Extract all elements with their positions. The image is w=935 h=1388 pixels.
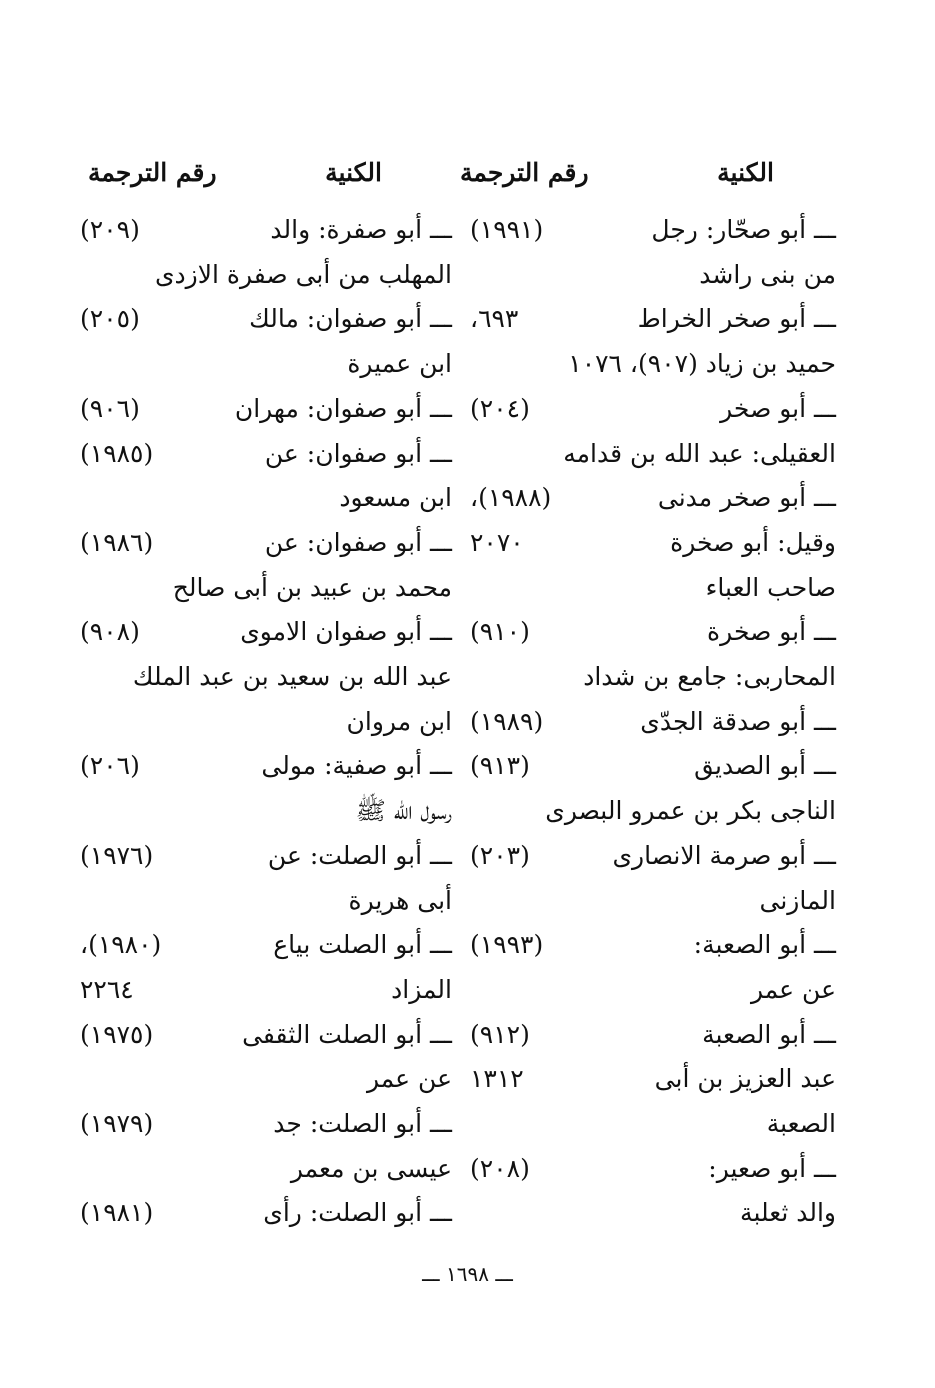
entry-line [80, 1102, 452, 1146]
kunya-text: والد ثعلبة [740, 1198, 836, 1228]
kunya-text: ـــ أبو صخرة [707, 617, 836, 647]
entry-line [470, 1102, 836, 1146]
kunya-text: ابن مسعود [339, 483, 452, 513]
tarjama-number: (١٩٩٣) [470, 930, 544, 960]
kunya-text: عبد الله بن سعيد بن عبد الملك [132, 662, 452, 691]
kunya-text: حميد بن زياد (٩٠٧)، ١٠٧٦ [568, 349, 836, 379]
kunya-text: محمد بن عبيد بن أبى صالح [172, 572, 452, 602]
entry-line [470, 1191, 836, 1235]
kunya-text: ـــ أبو صفوان: مالك [249, 304, 452, 334]
entry-line [80, 476, 452, 520]
entry-line [470, 1013, 836, 1057]
header-tarjama-number: رقم الترجمة [88, 158, 217, 187]
kunya-text: ـــ أبو الصلت بياع [273, 930, 452, 960]
entry-line [470, 789, 836, 833]
kunya-text: ـــ أبو صفوان: عن [264, 527, 452, 557]
entry-line [470, 655, 836, 699]
tarjama-number: (١٩٨١) [80, 1198, 154, 1228]
tarjama-number: (٩١٣) [470, 751, 530, 781]
entry-line [470, 1147, 836, 1191]
tarjama-number: (١٩٩١) [470, 215, 544, 244]
kunya-text: العقيلى: عبد الله بن قدامه [563, 438, 836, 468]
kunya-text: ـــ أبو الصلت: عن [267, 840, 452, 870]
tarjama-number: (١٩٨٠)، [80, 930, 162, 960]
kunya-text: من بنى راشد [699, 259, 836, 289]
entry-line [80, 700, 452, 744]
entry-line [80, 1013, 452, 1057]
kunya-text: عن عمر [750, 974, 836, 1004]
kunya-text: صاحب العباء [705, 572, 836, 602]
entry-line [80, 1057, 452, 1101]
tarjama-number: (٢٠٤) [470, 393, 530, 423]
entry-line [470, 253, 836, 297]
entry-line [80, 253, 452, 297]
page-number: ـــ ١٦٩٨ ـــ [422, 1262, 513, 1286]
entry-line [80, 208, 452, 252]
kunya-text: عبد العزيز بن أبى [654, 1064, 836, 1094]
entry-line [80, 297, 452, 341]
kunya-text: ـــ أبو صخر الخراط [637, 304, 836, 334]
kunya-text: أبى هريرة [348, 885, 452, 915]
entry-line [80, 387, 452, 431]
kunya-text: ـــ أبو صفوان الاموى [240, 617, 452, 647]
entry-line [80, 879, 452, 923]
kunya-text: ابن عميرة [347, 349, 452, 379]
entry-line [470, 1057, 836, 1101]
kunya-text: ـــ أبو الصعبة [702, 1019, 836, 1049]
entry-line [470, 968, 836, 1012]
tarjama-number: (١٩٧٥) [80, 1019, 154, 1049]
header-tarjama-number: رقم الترجمة [460, 158, 589, 187]
tarjama-number: (١٩٨٨)، [470, 483, 552, 513]
entry-line [80, 655, 452, 699]
entry-line [80, 744, 452, 788]
tarjama-number: (٩٠٦) [80, 393, 140, 423]
entry-line [80, 521, 452, 565]
kunya-text: الصعبة [766, 1109, 836, 1138]
tarjama-number: ٦٩٣، [470, 304, 519, 334]
tarjama-number: ٢٠٧٠ [470, 527, 524, 557]
header-kunya: الكنية [325, 158, 382, 187]
entry-line [470, 208, 836, 252]
entry-line [80, 789, 452, 833]
kunya-text: عيسى بن معمر [290, 1153, 452, 1183]
kunya-text: عن عمر [366, 1064, 452, 1094]
tarjama-number: (٢٠٩) [80, 215, 140, 244]
header-kunya: الكنية [717, 158, 774, 187]
kunya-text: الناجى بكر بن عمرو البصرى [545, 796, 836, 826]
kunya-text: رسول الله ﷺ [355, 796, 452, 826]
kunya-text: المحاربى: جامع بن شداد [583, 662, 836, 691]
entry-line [470, 521, 836, 565]
entry-line [470, 342, 836, 386]
kunya-text: ـــ أبو الصلت الثقفى [242, 1019, 452, 1049]
tarjama-number: (١٩٧٩) [80, 1109, 154, 1138]
tarjama-number: (١٩٧٦) [80, 840, 154, 870]
kunya-text: ـــ أبو الصلت: رأى [263, 1198, 452, 1228]
entry-line [80, 1191, 452, 1235]
tarjama-number: (١٩٨٦) [80, 527, 154, 557]
tarjama-number: (٢٠٣) [470, 840, 530, 870]
tarjama-number: ٢٢٦٤ [80, 974, 134, 1004]
kunya-text: ـــ أبو صفوان: مهران [234, 393, 452, 423]
tarjama-number: (١٩٨٥) [80, 438, 154, 468]
kunya-text: ـــ أبو الصديق [694, 751, 836, 781]
tarjama-number: (٢٠٦) [80, 751, 140, 781]
tarjama-number: (٩١٠) [470, 617, 530, 647]
entry-line [470, 744, 836, 788]
tarjama-number: (٢٠٨) [470, 1153, 530, 1183]
tarjama-number: (٩١٢) [470, 1019, 530, 1049]
entry-line [470, 432, 836, 476]
kunya-text: ـــ أبو صفية: مولى [261, 751, 452, 781]
entry-line [80, 566, 452, 610]
entry-line [470, 879, 836, 923]
kunya-text: ـــ أبو صعير: [708, 1153, 836, 1183]
kunya-text: ـــ أبو صفوان: عن [264, 438, 452, 468]
entry-line [470, 566, 836, 610]
entry-line [470, 387, 836, 431]
entry-line [470, 700, 836, 744]
kunya-text: ابن مروان [346, 706, 452, 736]
kunya-text: ـــ أبو صخر مدنى [657, 483, 836, 513]
entry-line [80, 834, 452, 878]
kunya-text: ـــ أبو الصلت: جد [273, 1109, 452, 1138]
tarjama-number: (٩٠٨) [80, 617, 140, 647]
kunya-text: ـــ أبو صخر [720, 393, 836, 423]
entry-line [470, 476, 836, 520]
entry-line [470, 297, 836, 341]
kunya-text: ـــ أبو صفرة: والد [270, 215, 452, 244]
kunya-text: المهلب من أبى صفرة الازدى [154, 259, 452, 289]
entry-line [80, 342, 452, 386]
entry-line [80, 1147, 452, 1191]
kunya-text: ـــ أبو الصعبة: [693, 930, 836, 960]
entry-line [80, 432, 452, 476]
tarjama-number: (١٩٨٩) [470, 706, 544, 736]
entry-line [80, 968, 452, 1012]
kunya-text: المزاد [391, 974, 452, 1004]
kunya-text: المازنى [759, 885, 836, 915]
entry-line [80, 610, 452, 654]
entry-line [470, 923, 836, 967]
entry-line [470, 834, 836, 878]
tarjama-number: (٢٠٥) [80, 304, 140, 334]
kunya-text: ـــ أبو صدقة الجدّى [640, 706, 836, 736]
entry-line [470, 610, 836, 654]
entry-line [80, 923, 452, 967]
kunya-text: وقيل: أبو صخرة [670, 527, 836, 557]
kunya-text: ـــ أبو صرمة الانصارى [612, 840, 836, 870]
tarjama-number: ١٣١٢ [470, 1064, 524, 1094]
kunya-text: ـــ أبو صحّار: رجل [651, 215, 836, 244]
